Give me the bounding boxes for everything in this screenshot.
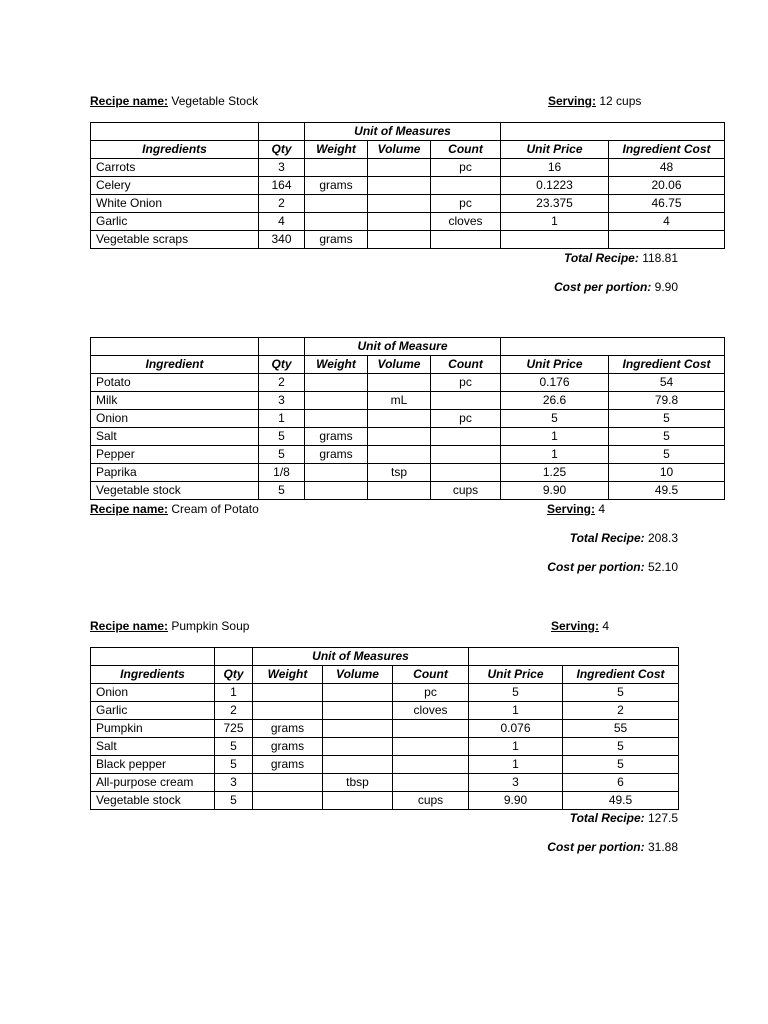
ingredient-cost-cell: 46.75: [609, 195, 725, 213]
table-row: [91, 774, 679, 792]
volume-cell: [323, 756, 393, 774]
table-row: [91, 702, 679, 720]
ingredient-cost-cell: 79.8: [609, 392, 725, 410]
qty-cell: 5: [215, 738, 253, 756]
recipe-2-per-portion: 52.10: [647, 560, 678, 574]
recipe-1-table: [90, 122, 725, 249]
table-row: [91, 464, 725, 482]
header-blank-cell: [215, 648, 253, 666]
volume-cell: [368, 428, 431, 446]
table-row: [91, 177, 725, 195]
qty-cell: 1: [259, 410, 305, 428]
volume-cell: [368, 213, 431, 231]
table-row: [91, 446, 725, 464]
unit-of-measures-header: Unit of Measures: [305, 123, 501, 141]
ingredient-cost-header: Ingredient Cost: [609, 356, 725, 374]
recipe-2-total: 208.3: [647, 531, 678, 545]
ingredient-cost-cell: 5: [609, 446, 725, 464]
ingredient-name-cell: Garlic: [91, 213, 259, 231]
recipe-1-total-line: [564, 251, 678, 265]
table-row: [91, 410, 725, 428]
qty-cell: 164: [259, 177, 305, 195]
recipe-2-serving-line: [547, 502, 605, 516]
unit-price-cell: 0.076: [469, 720, 563, 738]
recipe-1-total: 118.81: [642, 251, 678, 265]
total-recipe-label: Total Recipe:: [569, 531, 645, 545]
volume-cell: tbsp: [323, 774, 393, 792]
table-row: [91, 792, 679, 810]
table-row: [91, 756, 679, 774]
header-blank-cell: [259, 123, 305, 141]
weight-cell: grams: [305, 177, 368, 195]
qty-cell: 5: [215, 792, 253, 810]
recipe-1-name-line: [90, 94, 258, 108]
header-blank-cell: [501, 338, 725, 356]
count-cell: pc: [431, 159, 501, 177]
ingredient-cost-cell: 49.5: [609, 482, 725, 500]
qty-cell: 725: [215, 720, 253, 738]
weight-header: Weight: [305, 356, 368, 374]
ingredient-cost-cell: 10: [609, 464, 725, 482]
table-header-row: [91, 141, 725, 159]
recipe-2-total-line: [570, 531, 678, 545]
ingredient-name-cell: Potato: [91, 374, 259, 392]
recipe-3-serving-line: [551, 619, 609, 633]
table-header-group-row: [91, 123, 725, 141]
table-row: [91, 482, 725, 500]
cost-per-portion-label: Cost per portion:: [547, 560, 645, 574]
ingredient-name-cell: Salt: [91, 428, 259, 446]
ingredient-name-cell: Vegetable stock: [91, 792, 215, 810]
ingredient-name-cell: All-purpose cream: [91, 774, 215, 792]
unit-price-cell: 0.176: [501, 374, 609, 392]
volume-cell: [323, 738, 393, 756]
count-cell: [393, 774, 469, 792]
recipe-name-label: Recipe name:: [90, 502, 169, 516]
weight-cell: grams: [305, 446, 368, 464]
unit-price-cell: 1.25: [501, 464, 609, 482]
header-blank-cell: [501, 123, 725, 141]
qty-cell: 2: [215, 702, 253, 720]
unit-of-measures-header: Unit of Measures: [253, 648, 469, 666]
qty-header: Qty: [259, 356, 305, 374]
unit-price-cell: 23.375: [501, 195, 609, 213]
header-blank-cell: [469, 648, 679, 666]
weight-cell: grams: [253, 738, 323, 756]
unit-price-cell: 9.90: [501, 482, 609, 500]
volume-cell: [368, 482, 431, 500]
recipe-1-serving: 12 cups: [599, 94, 642, 108]
header-blank-cell: [91, 338, 259, 356]
count-cell: [431, 177, 501, 195]
ingredient-name-cell: Salt: [91, 738, 215, 756]
ingredient-cost-cell: 20.06: [609, 177, 725, 195]
ingredient-name-cell: Vegetable scraps: [91, 231, 259, 249]
serving-label: Serving:: [551, 619, 600, 633]
weight-cell: [253, 774, 323, 792]
ingredient-cost-cell: 4: [609, 213, 725, 231]
table-header-row: [91, 356, 725, 374]
unit-price-header: Unit Price: [501, 356, 609, 374]
count-cell: pc: [393, 684, 469, 702]
recipe-2-table: [90, 337, 725, 500]
qty-cell: 2: [259, 195, 305, 213]
weight-cell: [305, 464, 368, 482]
table-row: [91, 720, 679, 738]
ingredient-name-cell: White Onion: [91, 195, 259, 213]
ingredient-name-cell: Paprika: [91, 464, 259, 482]
weight-cell: [305, 392, 368, 410]
serving-label: Serving:: [548, 94, 597, 108]
count-cell: [431, 446, 501, 464]
qty-cell: 5: [215, 756, 253, 774]
recipe-3-serving: 4: [602, 619, 610, 633]
table-header-group-row: [91, 338, 725, 356]
count-cell: pc: [431, 374, 501, 392]
weight-cell: [305, 159, 368, 177]
header-blank-cell: [91, 648, 215, 666]
serving-label: Serving:: [547, 502, 596, 516]
ingredient-cost-cell: 5: [563, 756, 679, 774]
weight-cell: grams: [253, 756, 323, 774]
unit-price-cell: 3: [469, 774, 563, 792]
count-cell: cups: [431, 482, 501, 500]
recipe-1-name: Vegetable Stock: [171, 94, 259, 108]
volume-header: Volume: [368, 141, 431, 159]
volume-header: Volume: [368, 356, 431, 374]
total-recipe-label: Total Recipe:: [563, 251, 639, 265]
count-cell: cloves: [431, 213, 501, 231]
ingredient-name-cell: Celery: [91, 177, 259, 195]
recipe-name-label: Recipe name:: [90, 94, 169, 108]
cost-per-portion-label: Cost per portion:: [553, 280, 652, 294]
count-cell: pc: [431, 195, 501, 213]
unit-price-header: Unit Price: [469, 666, 563, 684]
weight-cell: [253, 792, 323, 810]
recipe-1-portion-line: [554, 280, 678, 294]
table-row: [91, 428, 725, 446]
ingredient-cost-cell: 5: [609, 428, 725, 446]
table-row: [91, 374, 725, 392]
ingredient-cost-cell: 48: [609, 159, 725, 177]
qty-cell: 5: [259, 428, 305, 446]
recipe-name-label: Recipe name:: [90, 619, 169, 633]
volume-cell: [368, 231, 431, 249]
qty-cell: 1: [215, 684, 253, 702]
ingredient-cost-header: Ingredient Cost: [563, 666, 679, 684]
qty-cell: 4: [259, 213, 305, 231]
qty-cell: 3: [259, 159, 305, 177]
qty-cell: 2: [259, 374, 305, 392]
ingredient-cost-cell: 55: [563, 720, 679, 738]
weight-cell: grams: [305, 231, 368, 249]
qty-header: Qty: [259, 141, 305, 159]
volume-cell: [368, 159, 431, 177]
recipe-2-serving: 4: [598, 502, 606, 516]
volume-cell: [323, 702, 393, 720]
ingredient-cost-cell: 54: [609, 374, 725, 392]
ingredient-name-cell: Onion: [91, 684, 215, 702]
qty-cell: 5: [259, 446, 305, 464]
volume-cell: [368, 177, 431, 195]
qty-cell: 3: [259, 392, 305, 410]
weight-cell: grams: [253, 720, 323, 738]
recipe-3-portion-line: [547, 840, 678, 854]
volume-header: Volume: [323, 666, 393, 684]
ingredient-cost-cell: 5: [609, 410, 725, 428]
ingredient-name-cell: Pepper: [91, 446, 259, 464]
weight-header: Weight: [305, 141, 368, 159]
weight-cell: [253, 684, 323, 702]
ingredients-header: Ingredients: [91, 666, 215, 684]
total-recipe-label: Total Recipe:: [569, 811, 645, 825]
count-cell: cups: [393, 792, 469, 810]
table-row: [91, 684, 679, 702]
recipe-3-total-line: [570, 811, 678, 825]
ingredient-name-cell: Carrots: [91, 159, 259, 177]
count-cell: [431, 464, 501, 482]
unit-price-cell: 16: [501, 159, 609, 177]
table-header-row: [91, 666, 679, 684]
ingredient-name-cell: Milk: [91, 392, 259, 410]
recipe-3-total: 127.5: [647, 811, 678, 825]
unit-price-cell: 1: [501, 428, 609, 446]
recipe-3-name: Pumpkin Soup: [171, 619, 250, 633]
ingredient-cost-cell: [609, 231, 725, 249]
recipe-2-portion-line: [547, 560, 678, 574]
unit-price-header: Unit Price: [501, 141, 609, 159]
table-row: [91, 159, 725, 177]
header-blank-cell: [259, 338, 305, 356]
count-cell: [393, 756, 469, 774]
weight-cell: grams: [305, 428, 368, 446]
recipe-1-per-portion: 9.90: [654, 280, 678, 294]
recipe-3-name-line: [90, 619, 249, 633]
ingredients-header: Ingredients: [91, 141, 259, 159]
volume-cell: [368, 446, 431, 464]
ingredient-cost-cell: 5: [563, 684, 679, 702]
volume-cell: mL: [368, 392, 431, 410]
volume-cell: [323, 792, 393, 810]
count-cell: [393, 738, 469, 756]
table-row: [91, 213, 725, 231]
weight-cell: [305, 410, 368, 428]
unit-price-cell: 1: [469, 702, 563, 720]
table-row: [91, 392, 725, 410]
unit-price-cell: 5: [501, 410, 609, 428]
count-cell: cloves: [393, 702, 469, 720]
qty-cell: 340: [259, 231, 305, 249]
unit-price-cell: 5: [469, 684, 563, 702]
ingredient-name-cell: Vegetable stock: [91, 482, 259, 500]
qty-header: Qty: [215, 666, 253, 684]
qty-cell: 3: [215, 774, 253, 792]
ingredient-cost-header: Ingredient Cost: [609, 141, 725, 159]
ingredient-cost-cell: 6: [563, 774, 679, 792]
unit-price-cell: 1: [501, 446, 609, 464]
ingredient-header: Ingredient: [91, 356, 259, 374]
weight-header: Weight: [253, 666, 323, 684]
volume-cell: [368, 195, 431, 213]
unit-price-cell: 1: [469, 738, 563, 756]
ingredient-name-cell: Onion: [91, 410, 259, 428]
unit-price-cell: 1: [501, 213, 609, 231]
qty-cell: 1/8: [259, 464, 305, 482]
count-cell: [393, 720, 469, 738]
recipe-3-per-portion: 31.88: [647, 840, 678, 854]
ingredient-name-cell: Garlic: [91, 702, 215, 720]
volume-cell: [368, 374, 431, 392]
table-row: [91, 738, 679, 756]
header-blank-cell: [91, 123, 259, 141]
volume-cell: tsp: [368, 464, 431, 482]
recipe-2-name: Cream of Potato: [171, 502, 259, 516]
ingredient-cost-cell: 49.5: [563, 792, 679, 810]
weight-cell: [305, 213, 368, 231]
volume-cell: [323, 684, 393, 702]
unit-price-cell: 26.6: [501, 392, 609, 410]
unit-price-cell: 0.1223: [501, 177, 609, 195]
unit-of-measure-header: Unit of Measure: [305, 338, 501, 356]
ingredient-name-cell: Pumpkin: [91, 720, 215, 738]
volume-cell: [323, 720, 393, 738]
count-header: Count: [393, 666, 469, 684]
count-cell: [431, 428, 501, 446]
recipe-2-name-line: [90, 502, 259, 516]
weight-cell: [305, 374, 368, 392]
ingredient-name-cell: Black pepper: [91, 756, 215, 774]
count-header: Count: [431, 141, 501, 159]
unit-price-cell: 1: [469, 756, 563, 774]
weight-cell: [253, 702, 323, 720]
table-row: [91, 195, 725, 213]
volume-cell: [368, 410, 431, 428]
ingredient-cost-cell: 2: [563, 702, 679, 720]
table-header-group-row: [91, 648, 679, 666]
weight-cell: [305, 195, 368, 213]
recipe-3-table: [90, 647, 679, 810]
table-row: [91, 231, 725, 249]
recipe-1-serving-line: [548, 94, 641, 108]
ingredient-cost-cell: 5: [563, 738, 679, 756]
weight-cell: [305, 482, 368, 500]
count-cell: pc: [431, 410, 501, 428]
count-cell: [431, 392, 501, 410]
count-cell: [431, 231, 501, 249]
unit-price-cell: 9.90: [469, 792, 563, 810]
unit-price-cell: [501, 231, 609, 249]
qty-cell: 5: [259, 482, 305, 500]
cost-per-portion-label: Cost per portion:: [547, 840, 645, 854]
count-header: Count: [431, 356, 501, 374]
